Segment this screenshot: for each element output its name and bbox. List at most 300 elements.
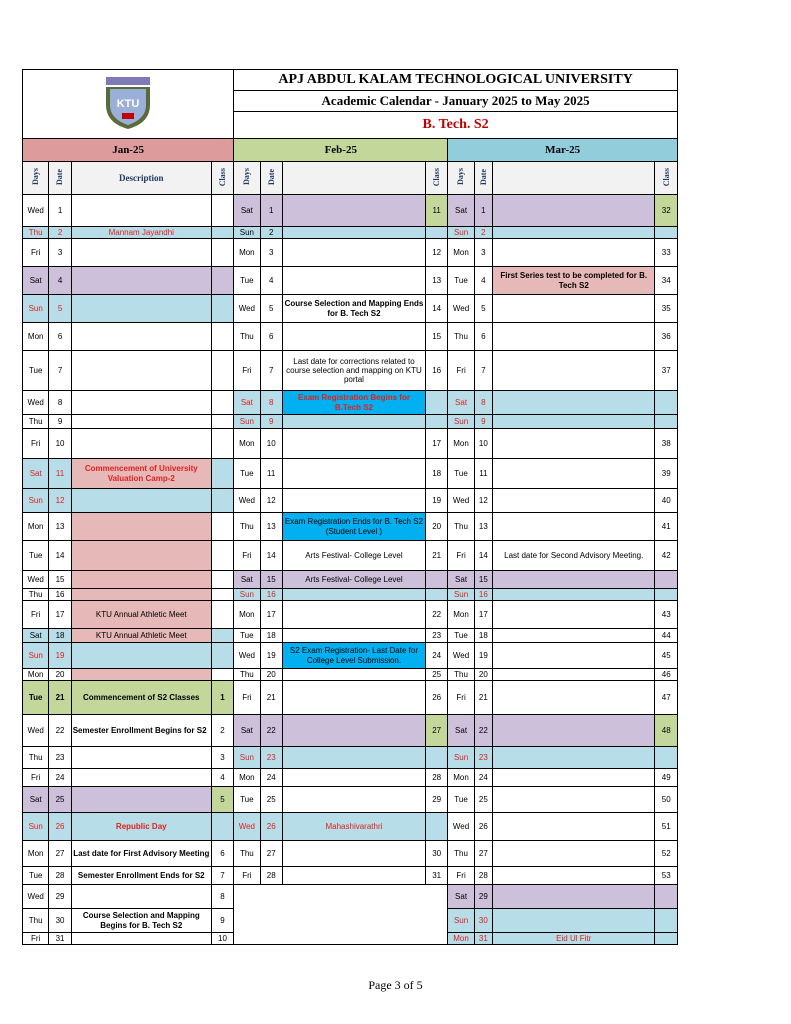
day-cell: Thu [448,669,474,681]
date-cell: 26 [49,813,71,841]
class-cell [655,589,678,601]
table-row [23,885,678,909]
day-cell: Sat [448,885,474,909]
class-cell: 21 [426,541,448,571]
date-cell: 5 [260,295,282,323]
description-cell [282,415,425,429]
description-cell [493,601,655,629]
class-cell: 38 [655,429,678,459]
class-cell: 49 [655,769,678,787]
day-cell: Mon [234,601,260,629]
table-row [23,195,678,227]
date-cell: 26 [260,813,282,841]
class-cell: 29 [426,787,448,813]
date-cell: 24 [474,769,492,787]
description-cell [71,489,211,513]
class-cell [211,541,233,571]
description-cell [493,885,655,909]
class-cell [655,415,678,429]
description-cell [493,571,655,589]
class-cell [211,429,233,459]
month-header-feb: Feb-25 [234,139,448,162]
date-cell: 26 [474,813,492,841]
day-cell: Fri [448,541,474,571]
day-cell: Mon [448,601,474,629]
day-cell: Mon [234,769,260,787]
table-row [23,227,678,239]
program-title: B. Tech. S2 [234,112,678,139]
date-cell: 25 [49,787,71,813]
description-cell [71,415,211,429]
class-cell [211,489,233,513]
description-cell: Last date for First Advisory Meeting [71,841,211,867]
day-cell: Tue [448,459,474,489]
description-cell [282,601,425,629]
day-cell: Mon [234,239,260,267]
class-cell [655,227,678,239]
class-cell [211,267,233,295]
description-cell [282,239,425,267]
class-cell: 34 [655,267,678,295]
class-cell: 23 [426,629,448,643]
day-cell: Fri [23,239,49,267]
description-cell [282,769,425,787]
class-cell [211,227,233,239]
day-cell: Mon [448,933,474,945]
description-cell: Course Selection and Mapping Begins for B. Tech S2 [71,909,211,933]
table-row [23,669,678,681]
date-cell: 12 [474,489,492,513]
date-cell: 21 [49,681,71,715]
table-row [23,239,678,267]
class-cell: 40 [655,489,678,513]
description-cell [71,747,211,769]
day-cell: Tue [448,267,474,295]
day-cell: Tue [23,681,49,715]
date-cell: 20 [49,669,71,681]
description-cell [71,541,211,571]
month-header-mar: Mar-25 [448,139,678,162]
date-cell: 10 [474,429,492,459]
class-cell: 9 [211,909,233,933]
date-cell: 28 [474,867,492,885]
date-cell: 31 [474,933,492,945]
col-header-class: Class [211,162,233,195]
date-cell: 27 [260,841,282,867]
table-row [23,787,678,813]
class-cell: 35 [655,295,678,323]
date-cell: 22 [474,715,492,747]
day-cell: Wed [448,295,474,323]
date-cell: 14 [49,541,71,571]
class-cell [211,669,233,681]
day-cell: Thu [448,841,474,867]
description-cell [71,669,211,681]
description-cell [71,239,211,267]
class-cell: 4 [211,769,233,787]
table-row [23,867,678,885]
date-cell: 1 [260,195,282,227]
description-cell: Semester Enrollment Begins for S2 [71,715,211,747]
date-cell: 17 [474,601,492,629]
description-cell [282,227,425,239]
date-cell: 18 [260,629,282,643]
date-cell: 15 [49,571,71,589]
description-cell [493,195,655,227]
description-cell [71,787,211,813]
day-cell: Sat [448,571,474,589]
class-cell [211,629,233,643]
day-cell: Tue [23,867,49,885]
day-cell: Wed [23,391,49,415]
day-cell: Sat [448,391,474,415]
col-header-date: Date [260,162,282,195]
date-cell: 16 [260,589,282,601]
day-cell: Mon [23,841,49,867]
description-cell: Course Selection and Mapping Ends for B. Tech S2 [282,295,425,323]
day-cell: Thu [23,415,49,429]
description-cell [493,813,655,841]
day-cell: Tue [234,629,260,643]
table-row [23,415,678,429]
class-cell: 24 [426,643,448,669]
date-cell: 23 [474,747,492,769]
table-row [23,769,678,787]
day-cell: Wed [234,489,260,513]
class-cell: 41 [655,513,678,541]
description-cell: Eid Ul Fitr [493,933,655,945]
table-row [23,813,678,841]
date-cell: 6 [474,323,492,351]
day-cell: Thu [23,747,49,769]
description-cell [71,267,211,295]
date-cell: 5 [474,295,492,323]
col-header-description: Description [71,162,211,195]
date-cell: 28 [49,867,71,885]
date-cell: 9 [49,415,71,429]
day-cell: Mon [448,429,474,459]
class-cell: 22 [426,601,448,629]
date-cell: 9 [474,415,492,429]
description-cell: Arts Festival- College Level [282,541,425,571]
description-cell [493,513,655,541]
class-cell: 5 [211,787,233,813]
day-cell: Sun [234,589,260,601]
description-cell [493,589,655,601]
date-cell: 6 [260,323,282,351]
table-row [23,629,678,643]
table-row [23,715,678,747]
date-cell: 14 [260,541,282,571]
day-cell: Sun [234,747,260,769]
date-cell: 3 [474,239,492,267]
class-cell [211,415,233,429]
col-header-days: Days [23,162,49,195]
description-cell [71,589,211,601]
ktu-logo-icon [100,75,156,131]
date-cell: 7 [474,351,492,391]
day-cell: Sun [23,813,49,841]
description-cell [282,867,425,885]
class-cell: 1 [211,681,233,715]
description-cell: Last date for corrections related to course selection and mapping on KTU portal [282,351,425,391]
description-cell [71,429,211,459]
description-cell [493,351,655,391]
day-cell: Sun [448,589,474,601]
description-cell: Last date for Second Advisory Meeting. [493,541,655,571]
day-cell: Sat [234,571,260,589]
date-cell: 13 [49,513,71,541]
class-cell [655,747,678,769]
description-cell [71,571,211,589]
description-cell: KTU Annual Athletic Meet [71,601,211,629]
table-row [23,747,678,769]
table-row [23,351,678,391]
date-cell: 20 [260,669,282,681]
date-cell: 29 [49,885,71,909]
date-cell: 1 [49,195,71,227]
class-cell: 30 [426,841,448,867]
date-cell: 8 [474,391,492,415]
day-cell: Mon [23,669,49,681]
day-cell: Tue [448,787,474,813]
description-cell [493,643,655,669]
date-cell: 4 [260,267,282,295]
class-cell [655,933,678,945]
col-header-date: Date [474,162,492,195]
col-header-class: Class [655,162,678,195]
class-cell: 18 [426,459,448,489]
description-cell [282,715,425,747]
date-cell: 8 [49,391,71,415]
class-cell: 19 [426,489,448,513]
class-cell [211,351,233,391]
logo-cell [23,70,234,139]
date-cell: 29 [474,885,492,909]
class-cell [426,391,448,415]
day-cell: Sun [23,489,49,513]
description-cell [282,747,425,769]
date-cell: 16 [49,589,71,601]
date-cell: 25 [474,787,492,813]
table-row [23,295,678,323]
day-cell: Sun [448,227,474,239]
day-cell: Wed [234,643,260,669]
class-cell: 31 [426,867,448,885]
table-row [23,841,678,867]
description-cell [493,239,655,267]
day-cell: Tue [23,351,49,391]
description-cell [493,909,655,933]
date-cell: 22 [49,715,71,747]
date-cell: 13 [474,513,492,541]
date-cell: 2 [49,227,71,239]
date-cell: 15 [260,571,282,589]
description-cell [282,323,425,351]
date-cell: 3 [49,239,71,267]
day-cell: Thu [234,513,260,541]
date-cell: 17 [260,601,282,629]
description-cell: Exam Registration Ends for B. Tech S2 (Student Level ) [282,513,425,541]
class-cell [655,885,678,909]
class-cell: 12 [426,239,448,267]
description-cell [493,489,655,513]
class-cell [426,813,448,841]
table-row [23,589,678,601]
description-cell [493,715,655,747]
day-cell: Wed [23,715,49,747]
table-row [23,489,678,513]
class-cell: 6 [211,841,233,867]
day-cell: Tue [23,541,49,571]
class-cell: 13 [426,267,448,295]
class-cell: 33 [655,239,678,267]
day-cell: Mon [448,239,474,267]
date-cell: 13 [260,513,282,541]
date-cell: 10 [49,429,71,459]
date-cell: 19 [49,643,71,669]
date-cell: 22 [260,715,282,747]
description-cell [282,681,425,715]
description-cell [282,267,425,295]
description-cell: S2 Exam Registration- Last Date for College Level Submission. [282,643,425,669]
date-cell: 15 [474,571,492,589]
day-cell: Sat [23,267,49,295]
day-cell: Thu [234,323,260,351]
day-cell: Fri [234,681,260,715]
calendar-subtitle: Academic Calendar - January 2025 to May 2025 [234,91,678,112]
date-cell: 21 [474,681,492,715]
col-header-days: Days [448,162,474,195]
day-cell: Fri [234,867,260,885]
class-cell: 27 [426,715,448,747]
date-cell: 11 [260,459,282,489]
date-cell: 18 [49,629,71,643]
table-row [23,391,678,415]
date-cell: 11 [474,459,492,489]
class-cell [211,589,233,601]
date-cell: 7 [49,351,71,391]
class-cell: 7 [211,867,233,885]
description-cell [493,391,655,415]
class-cell: 16 [426,351,448,391]
col-header-class: Class [426,162,448,195]
description-cell [493,681,655,715]
table-row [23,571,678,589]
class-cell [211,391,233,415]
class-cell [426,415,448,429]
day-cell: Mon [23,513,49,541]
day-cell: Mon [23,323,49,351]
description-cell [71,195,211,227]
day-cell: Wed [23,571,49,589]
col-header-description-empty [493,162,655,195]
description-cell [71,769,211,787]
description-cell: KTU Annual Athletic Meet [71,629,211,643]
date-cell: 4 [474,267,492,295]
description-cell: Mahashivarathri [282,813,425,841]
class-cell: 2 [211,715,233,747]
date-cell: 27 [474,841,492,867]
class-cell: 26 [426,681,448,715]
day-cell: Mon [448,769,474,787]
table-row [23,267,678,295]
description-cell [282,589,425,601]
description-cell [493,415,655,429]
class-cell [211,643,233,669]
day-cell: Sat [234,195,260,227]
description-cell [282,459,425,489]
class-cell [211,295,233,323]
day-cell: Tue [234,459,260,489]
date-cell: 14 [474,541,492,571]
date-cell: 24 [49,769,71,787]
class-cell: 28 [426,769,448,787]
class-cell: 45 [655,643,678,669]
day-cell: Wed [448,643,474,669]
day-cell: Fri [23,429,49,459]
day-cell: Wed [448,813,474,841]
table-row [23,601,678,629]
day-cell: Fri [448,681,474,715]
day-cell: Tue [234,787,260,813]
day-cell: Fri [23,933,49,945]
day-cell: Thu [23,589,49,601]
day-cell: Sat [234,391,260,415]
logo-text: KTU [116,97,140,110]
day-cell: Sun [234,227,260,239]
class-cell: 44 [655,629,678,643]
class-cell: 46 [655,669,678,681]
table-row [23,541,678,571]
class-cell [426,571,448,589]
description-cell [282,841,425,867]
academic-calendar-table [22,69,678,945]
day-cell: Wed [448,489,474,513]
description-cell: Commencement of University Valuation Camp-2 [71,459,211,489]
description-cell [71,391,211,415]
description-cell [282,669,425,681]
description-cell [71,351,211,391]
date-cell: 8 [260,391,282,415]
empty-block [234,885,448,945]
date-cell: 2 [260,227,282,239]
table-row [23,429,678,459]
class-cell: 52 [655,841,678,867]
description-cell [71,295,211,323]
day-cell: Tue [448,629,474,643]
description-cell [282,489,425,513]
class-cell: 37 [655,351,678,391]
page-footer: Page 3 of 5 [368,978,423,992]
class-cell: 50 [655,787,678,813]
day-cell: Wed [234,813,260,841]
description-cell [71,513,211,541]
class-cell: 32 [655,195,678,227]
class-cell [655,391,678,415]
description-cell [282,787,425,813]
class-cell: 25 [426,669,448,681]
day-cell: Sun [234,415,260,429]
class-cell: 36 [655,323,678,351]
class-cell [426,747,448,769]
class-cell [211,601,233,629]
description-cell [493,669,655,681]
date-cell: 12 [260,489,282,513]
description-cell: Republic Day [71,813,211,841]
description-cell [493,841,655,867]
day-cell: Fri [448,867,474,885]
